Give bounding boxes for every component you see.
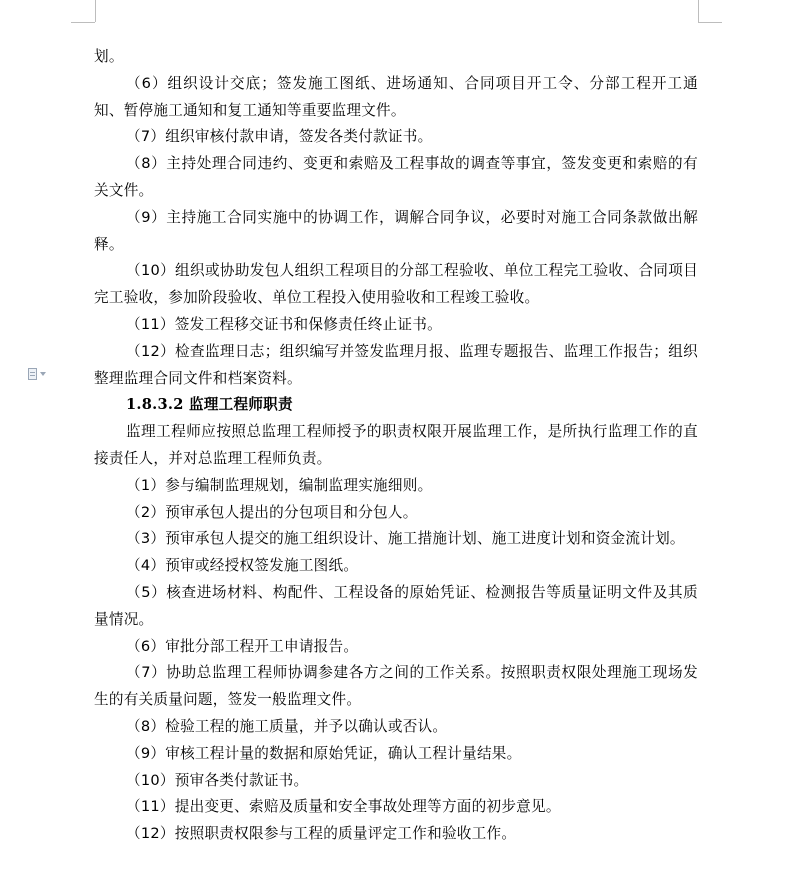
chevron-down-icon — [40, 372, 46, 376]
page-corner-mark-top-right — [698, 0, 699, 22]
section-heading: 1.8.3.2 监理工程师职责 — [126, 396, 293, 414]
paragraph: （11）签发工程移交证书和保修责任终止证书。 — [126, 315, 442, 333]
paragraph: （9）主持施工合同实施中的协调工作，调解合同争议，必要时对施工合同条款做出解释。 — [94, 208, 698, 253]
paragraph: （8）主持处理合同违约、变更和索赔及工程事故的调查等事宜，签发变更和索赔的有关文件。 — [94, 155, 698, 199]
paragraph: （11）提出变更、索赔及质量和安全事故处理等方面的初步意见。 — [126, 798, 561, 816]
paragraph: （2）预审承包人提出的分包项目和分包人。 — [126, 503, 418, 521]
paragraph: （10）预审各类付款证书。 — [126, 771, 309, 789]
paragraph: 监理工程师应按照总监理工程师授予的职责权限开展监理工作，是所执行监理工作的直接责任人，并对总监理工程师负责。 — [94, 423, 698, 467]
paragraph-group-before-heading — [94, 44, 698, 392]
paragraph: （10）组织或协助发包人组织工程项目的分部工程验收、单位工程完工验收、合同项目完工验收，参加阶段验收、单位工程投入使用验收和工程竣工验收。 — [94, 262, 698, 307]
paragraph: （7）组织审核付款申请，签发各类付款证书。 — [126, 128, 433, 146]
paragraph: （6）组织设计交底；签发施工图纸、进场通知、合同项目开工令、分部工程开工通知、暂停施工通知和复工通知等重要监理文件。 — [94, 74, 698, 119]
document-body — [94, 44, 698, 848]
paragraph: （9）审核工程计量的数据和原始凭证，确认工程计量结果。 — [126, 744, 522, 762]
paragraph: （7）协助总监理工程师协调参建各方之间的工作关系。按照职责权限处理施工现场发生的有关质量问题，签发一般监理文件。 — [94, 664, 698, 709]
document-icon — [28, 368, 37, 380]
paragraph: （6）审批分部工程开工申请报告。 — [126, 637, 359, 655]
paragraph: （5）核查进场材料、构配件、工程设备的原始凭证、检测报告等质量证明文件及其质量情况。 — [94, 583, 698, 628]
paragraph: （12）检查监理日志；组织编写并签发监理月报、监理专题报告、监理工作报告；组织整理监理合同文件和档案资料。 — [94, 342, 698, 387]
page-corner-mark-top-left — [95, 0, 96, 22]
paragraph: （3）预审承包人提交的施工组织设计、施工措施计划、施工进度计划和资金流计划。 — [126, 530, 685, 548]
page-corner-mark-top-right-h — [698, 22, 722, 23]
paragraph: 划。 — [94, 48, 124, 65]
paragraph-options-button[interactable] — [28, 366, 58, 382]
page-corner-mark-top-left-h — [71, 22, 95, 23]
paragraph: （12）按照职责权限参与工程的质量评定工作和验收工作。 — [126, 825, 517, 843]
paragraph: （8）检验工程的施工质量，并予以确认或否认。 — [126, 717, 448, 735]
paragraph: （1）参与编制监理规划，编制监理实施细则。 — [126, 476, 433, 494]
paragraph-group-after-heading — [94, 419, 698, 848]
paragraph: （4）预审或经授权签发施工图纸。 — [126, 557, 359, 575]
